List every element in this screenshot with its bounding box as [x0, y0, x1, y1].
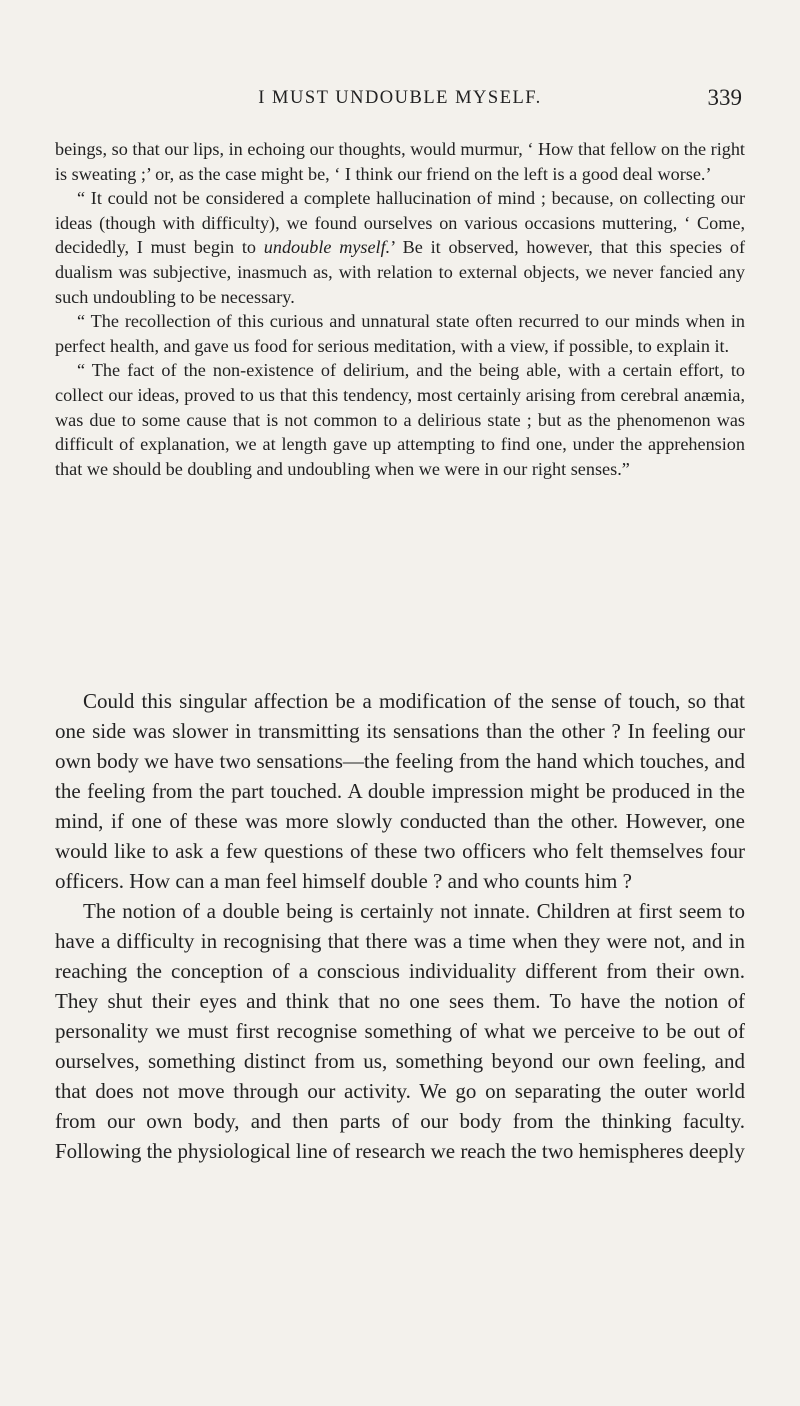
running-head — [0, 85, 800, 114]
quoted-passage — [55, 137, 745, 481]
emphasis: undouble myself. — [263, 237, 391, 258]
body-paragraph: The notion of a double being is certainly not innate. Children at first seem to have a difficulty in recognising that there was a time when they were not, and in reaching the conception of a conscious individuality different from their own. They shut their eyes and think that no one sees them. To have the notion of personality we must first recognise something of what we perceive to be out of ourselves, something distinct from us, something beyond our own feeling, and that does not move through our activity. We go on separating the outer world from our own body, and then parts of our body from the thinking faculty. Following the physiological line of research we reach the two hemispheres deeply — [55, 899, 745, 1163]
quote-paragraph: “ The recollection of this curious and unnatural state often recurred to our minds when in perfect health, and gave us food for serious meditation, with a view, if possible, to explain it. — [55, 311, 745, 356]
running-title: I MUST UNDOUBLE MYSELF. — [258, 88, 542, 108]
quote-paragraph: “ The fact of the non-existence of delirium, and the being able, with a certain effort, to collect our ideas, proved to us that this tendency, most certainly arising from cerebral anæmia, was due to some cause that is not common to a delirious state ; but as the phenomenon was difficult of explanation, we at length gave up attempting to find one, under the apprehension that we should be doubling and undoubling when we were in our right senses.” — [55, 360, 745, 479]
page-number: 339 — [707, 85, 742, 110]
body-paragraph: Could this singular affection be a modification of the sense of touch, so that one side was slower in transmitting its sensations than the other ? In feeling our own body we have two sensations—the feeling from the hand which touches, and the feeling from the part touched. A double impression might be produced in the mind, if one of these was more slowly conducted than the other. However, one would like to ask a few questions of these two officers who felt themselves four officers. How can a man feel himself double ? and who counts him ? — [55, 689, 745, 893]
quote-paragraph: “ It could not be considered a complete hallucination of mind ; because, on collecting our ideas (though with difficulty), we found ourselves on various occasions muttering, ‘ Come, decidedly, I must begin to undouble myself.’ Be it observed, however, that this species of dualism was subjective, inasmuch as, with relation to external objects, we never fancied any such undoubling to be necessary. — [55, 188, 746, 307]
quote-paragraph: beings, so that our lips, in echoing our thoughts, would murmur, ‘ How that fellow on the right is sweating ;’ or, as the case might be, ‘ I think our friend on the left is a good deal worse.’ — [55, 139, 745, 184]
body-text — [55, 686, 745, 1166]
